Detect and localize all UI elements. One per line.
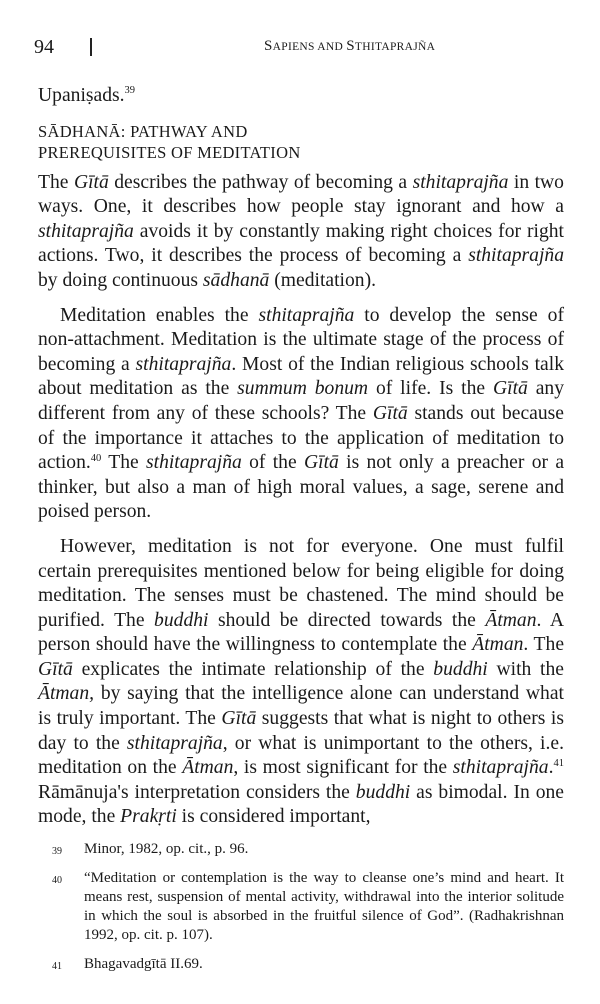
footnote-ref: 40 bbox=[90, 452, 102, 464]
footnote-number: 41 bbox=[52, 961, 62, 972]
footnote bbox=[38, 840, 564, 859]
running-title: SAPIENS AND STHITAPRAJÑA bbox=[264, 38, 436, 54]
running-header bbox=[34, 36, 566, 60]
section-heading: SĀDHANĀ: PATHWAY AND PREREQUISITES OF MEDITATION bbox=[38, 121, 301, 162]
header-separator bbox=[90, 38, 92, 56]
footnote bbox=[38, 955, 564, 974]
paragraph-2: Meditation enables the sthitaprajña to develop the sense of non-attachment. Meditation is the ultimate stage of the process of becoming a sthitaprajña. Most of the Indian religious schools talk about meditation as the summum bonum of life. Is the Gītā any different from any of these schools? The Gītā stands out because of the importance it attaches to the application of meditation to action.$^{40}$ The sthitaprajña of the Gītā is not only a preacher or a thinker, but also a man of high moral values, a sage, serene and poised person. bbox=[38, 304, 565, 523]
footnote bbox=[38, 869, 564, 945]
footnote-text: Minor, 1982, op. cit., p. 96. bbox=[84, 841, 249, 857]
footnote-number: 39 bbox=[52, 846, 62, 857]
footnote-number: 40 bbox=[52, 875, 62, 886]
footnote-ref: 41 bbox=[553, 757, 564, 769]
paragraph-1: The Gītā describes the pathway of becoming a sthitaprajña in two ways. One, it describes how people stay ignorant and how a sthitaprajña avoids it by constantly making right choices for right actions. Two, it describes the process of becoming a sthitaprajña by doing continuous sādhanā (meditation). bbox=[38, 171, 564, 291]
page-number: 94 bbox=[34, 36, 54, 58]
body-text bbox=[38, 84, 564, 830]
paragraph-3: However, meditation is not for everyone. One must fulfil certain prerequisites mentioned below for being eligible for doing meditation. The senses must be chastened. The mind should be purified. The buddhi should be directed towards the Ātman. A person should have the willingness to contemplate the Ātman. The Gītā explicates the intimate relationship of the buddhi with the Ātman, by saying that the intelligence alone can understand what is truly important. The Gītā suggests that what is night to others is day to the sthitaprajña, or what is unimportant to the others, i.e. meditation on the Ātman, is most significant for the sthitaprajña.$^{41}$ Rāmānuja's interpretation considers the buddhi as bimodal. In one mode, the Prakṛti is considered important, bbox=[38, 535, 565, 828]
footnote-rule bbox=[38, 826, 564, 827]
footnotes bbox=[38, 840, 564, 984]
footnote-text: “Meditation or contemplation is the way to cleanse one’s mind and heart. It means rest, suspension of mental activity, withdrawal into the interior solitude in which the soul is absorbed in the fruitful silence of God”. (Radhakrishnan 1992, op. cit. p. 107). bbox=[84, 870, 564, 943]
footnote-ref: 39 bbox=[124, 85, 136, 97]
footnote-text: Bhagavadgītā II.69. bbox=[84, 956, 203, 972]
continued-line: Upaniṣads.$^{39}$ bbox=[38, 85, 136, 106]
